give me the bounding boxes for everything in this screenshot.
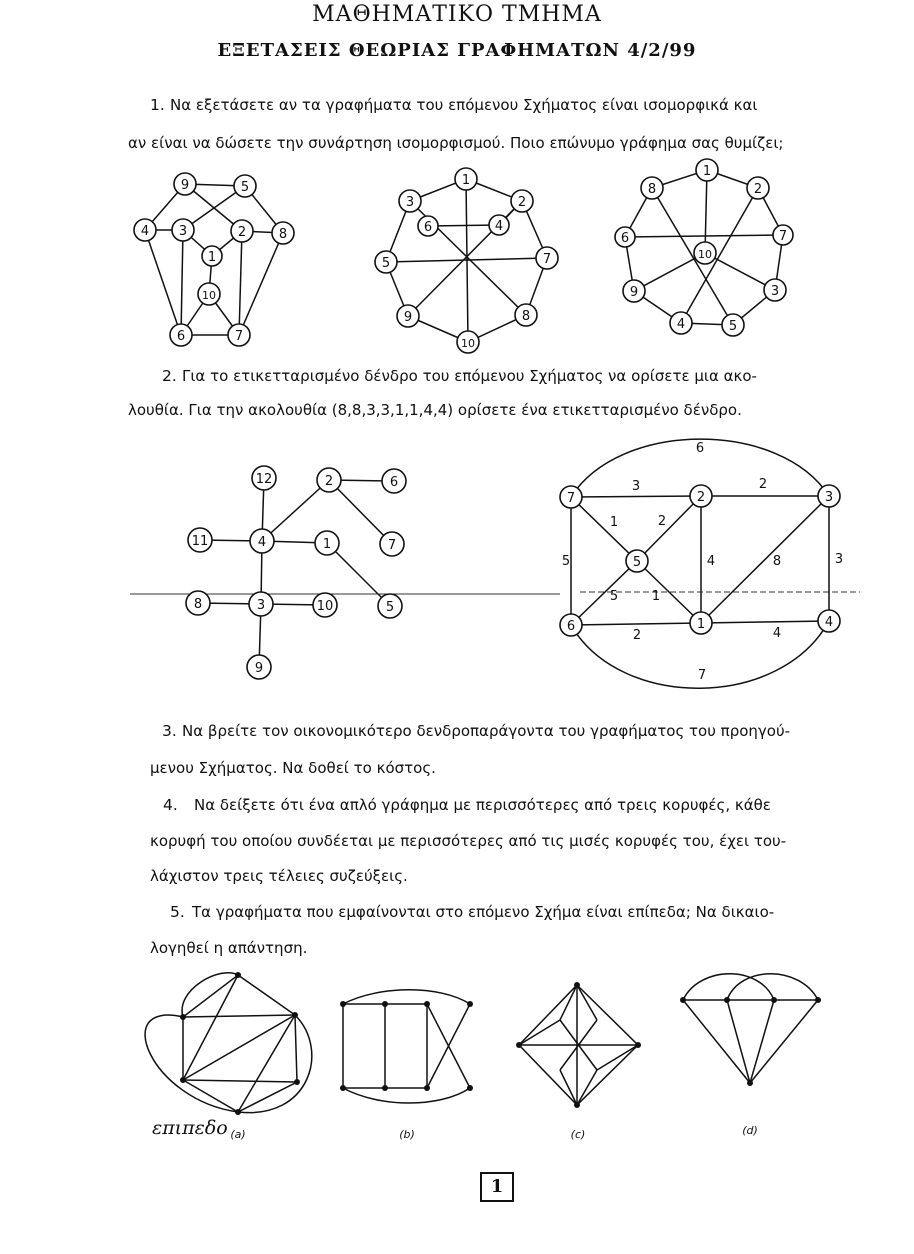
svg-text:5: 5 xyxy=(381,256,391,271)
svg-text:2: 2 xyxy=(517,195,527,210)
svg-text:7: 7 xyxy=(387,538,397,553)
q3-line1: Να βρείτε τον οικονομικότερο δενδροπαράγοντα του γραφήματος του προηγού- xyxy=(182,722,791,740)
svg-text:4: 4 xyxy=(140,224,150,239)
svg-text:5: 5 xyxy=(240,180,250,195)
svg-text:3: 3 xyxy=(178,224,188,239)
svg-text:10: 10 xyxy=(461,337,475,350)
svg-text:2: 2 xyxy=(696,490,706,505)
svg-text:10: 10 xyxy=(202,289,216,302)
exam-subtitle: ΕΞΕΤΑΣΕΙΣ ΘΕΩΡΙΑΣ ΓΡΑΦΗΜΑΤΩΝ 4/2/99 xyxy=(217,40,697,61)
svg-text:10: 10 xyxy=(698,248,712,261)
caption-b: (b) xyxy=(399,1128,415,1141)
q4-line1: Να δείξετε ότι ένα απλό γράφημα με περισσότερες από τρεις κορυφές, κάθε xyxy=(194,796,771,814)
svg-text:6: 6 xyxy=(423,220,433,235)
handwritten-note: επιπεδο xyxy=(152,1117,228,1139)
q5-number: 5. xyxy=(170,903,185,921)
q3-line2: μενου Σχήματος. Να δοθεί το κόστος. xyxy=(150,759,436,777)
weight-label: 6 xyxy=(695,441,705,456)
svg-text:7: 7 xyxy=(234,329,244,344)
weight-label: 4 xyxy=(772,626,782,641)
weight-label: 2 xyxy=(657,514,667,529)
svg-text:7: 7 xyxy=(542,252,552,267)
weight-label: 5 xyxy=(609,589,619,604)
svg-text:3: 3 xyxy=(824,490,834,505)
weight-label: 2 xyxy=(758,477,768,492)
q4-line2: κορυφή του οποίου συνδέεται με περισσότερες από τις μισές κορυφές του, έχει του- xyxy=(150,832,787,850)
q5-line2: λογηθεί η απάντηση. xyxy=(150,939,308,957)
weight-label: 8 xyxy=(772,554,782,569)
svg-text:1: 1 xyxy=(702,164,712,179)
q2-line1: Για το ετικετταρισμένο δένδρο του επόμενου Σχήματος να ορίσετε μια ακο- xyxy=(182,367,757,385)
weight-label: 3 xyxy=(631,479,641,494)
svg-text:9: 9 xyxy=(254,661,264,676)
svg-text:5: 5 xyxy=(728,319,738,334)
svg-text:6: 6 xyxy=(620,231,630,246)
svg-text:8: 8 xyxy=(278,227,288,242)
weight-label: 4 xyxy=(706,554,716,569)
q4-line3: λάχιστον τρεις τέλειες συζεύξεις. xyxy=(150,867,408,885)
svg-text:2: 2 xyxy=(753,182,763,197)
svg-text:5: 5 xyxy=(385,600,395,615)
svg-text:10: 10 xyxy=(316,599,334,614)
svg-text:4: 4 xyxy=(676,317,686,332)
svg-text:6: 6 xyxy=(389,475,399,490)
svg-text:4: 4 xyxy=(824,615,834,630)
svg-text:9: 9 xyxy=(180,178,190,193)
caption-a: (a) xyxy=(230,1128,246,1141)
q3-number: 3. xyxy=(162,722,177,740)
svg-text:6: 6 xyxy=(566,619,576,634)
caption-d: (d) xyxy=(742,1124,758,1137)
page-number: 1 xyxy=(480,1172,514,1202)
svg-text:7: 7 xyxy=(566,491,576,506)
svg-text:8: 8 xyxy=(647,182,657,197)
svg-text:9: 9 xyxy=(629,285,639,300)
svg-text:11: 11 xyxy=(191,534,209,549)
svg-text:4: 4 xyxy=(257,535,267,550)
svg-text:2: 2 xyxy=(237,225,247,240)
q2-number: 2. xyxy=(162,367,177,385)
svg-text:3: 3 xyxy=(256,598,266,613)
q1-line1: Να εξετάσετε αν τα γραφήματα του επόμενου Σχήματος είναι ισομορφικά και xyxy=(170,96,758,114)
svg-text:9: 9 xyxy=(403,310,413,325)
weight-label: 1 xyxy=(609,515,619,530)
weight-label: 5 xyxy=(561,554,571,569)
svg-text:1: 1 xyxy=(461,173,471,188)
svg-text:1: 1 xyxy=(322,537,332,552)
svg-text:1: 1 xyxy=(207,250,217,265)
weight-label: 2 xyxy=(632,628,642,643)
svg-text:8: 8 xyxy=(521,309,531,324)
svg-text:3: 3 xyxy=(770,284,780,299)
q1-line2: αν είναι να δώσετε την συνάρτηση ισομορφισμού. Ποιο επώνυμο γράφημα σας θυμίζει; xyxy=(128,134,784,152)
q1-number: 1. xyxy=(150,96,165,114)
svg-text:8: 8 xyxy=(193,597,203,612)
q2-line2: λουθία. Για την ακολουθία (8,8,3,3,1,1,4,4) ορίσετε ένα ετικετταρισμένο δένδρο. xyxy=(128,401,742,419)
caption-c: (c) xyxy=(570,1128,586,1141)
q4-number: 4. xyxy=(163,796,178,814)
svg-text:7: 7 xyxy=(778,229,788,244)
q5-line1: Τα γραφήματα που εμφαίνονται στο επόμενο Σχήμα είναι επίπεδα; Να δικαιο- xyxy=(192,903,775,921)
svg-text:2: 2 xyxy=(324,474,334,489)
page-title: ΜΑΘΗΜΑΤΙΚΟ ΤΜΗΜΑ xyxy=(312,2,602,27)
weight-label: 7 xyxy=(697,668,707,683)
svg-text:5: 5 xyxy=(632,555,642,570)
svg-text:12: 12 xyxy=(255,472,273,487)
weight-label: 3 xyxy=(834,552,844,567)
svg-text:6: 6 xyxy=(176,329,186,344)
svg-text:4: 4 xyxy=(494,219,504,234)
svg-text:3: 3 xyxy=(405,195,415,210)
svg-text:1: 1 xyxy=(696,617,706,632)
weight-label: 1 xyxy=(651,589,661,604)
